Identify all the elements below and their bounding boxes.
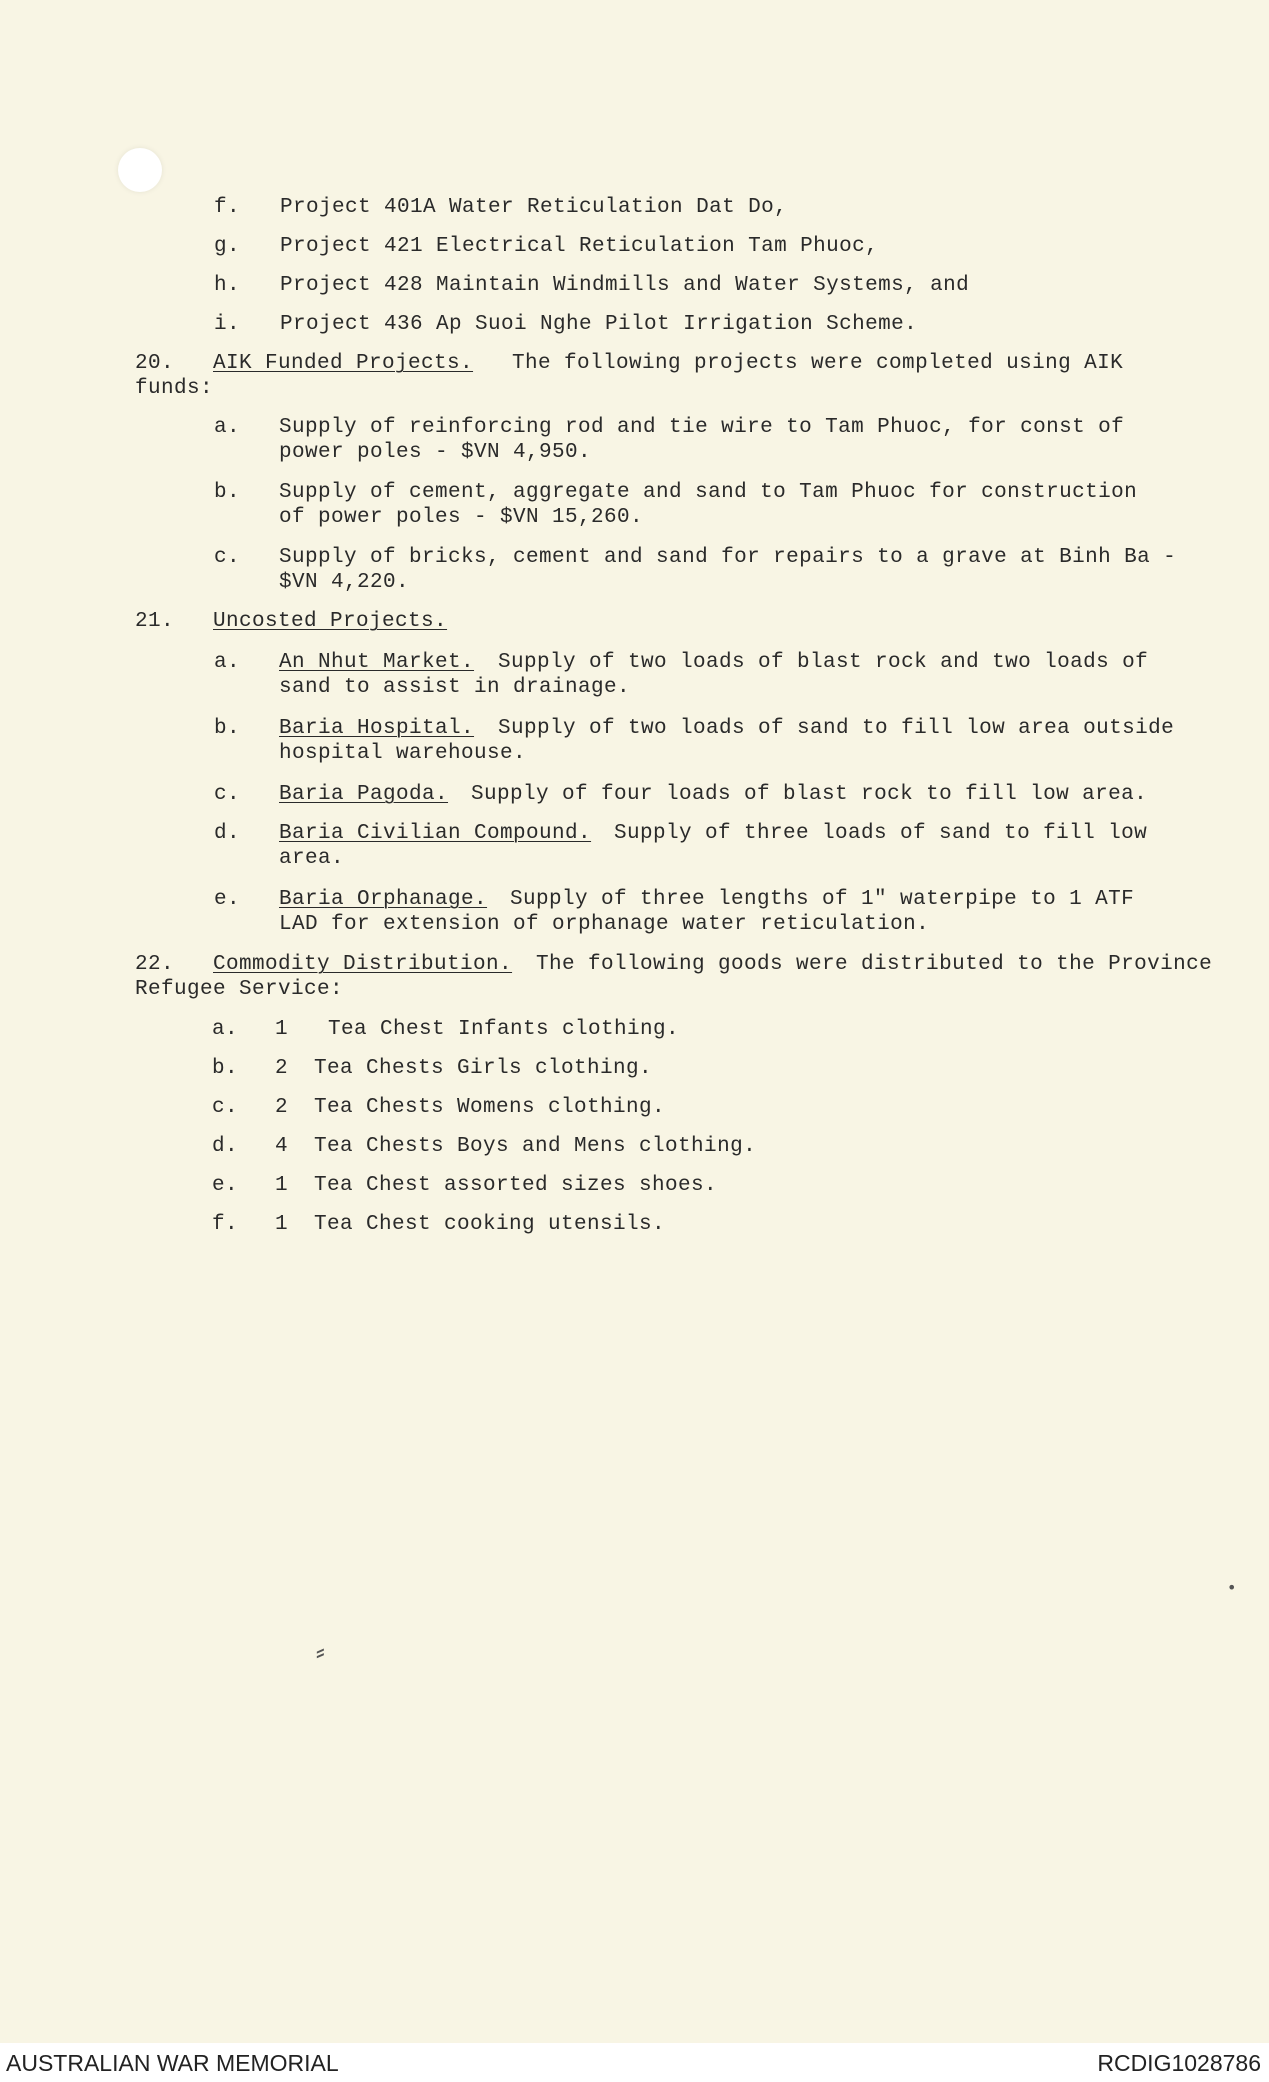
section-heading: Uncosted Projects. (213, 610, 448, 633)
item-qty: 1 (275, 1213, 289, 1236)
item-text: Tea Chest assorted sizes shoes. (314, 1174, 718, 1197)
item-text: Supply of reinforcing rod and tie wire to Tam Phuoc, for const of (279, 416, 1125, 439)
item-letter: c. (214, 783, 241, 806)
item-text-cont: of power poles - $VN 15,260. (279, 506, 644, 529)
item-text: Supply of two loads of blast rock and two loads of (498, 651, 1149, 674)
item-letter: a. (214, 416, 241, 439)
item-letter: h. (214, 274, 241, 297)
item-letter: b. (214, 717, 241, 740)
item-letter: i. (214, 313, 241, 336)
item-text: Project 428 Maintain Windmills and Water Systems, and (280, 274, 970, 297)
punch-hole (118, 148, 162, 192)
item-letter: d. (214, 822, 241, 845)
item-letter: f. (214, 196, 241, 219)
section-intro: The following projects were completed using AIK (512, 352, 1124, 375)
item-qty: 4 (275, 1135, 289, 1158)
item-title: An Nhut Market. (279, 651, 475, 674)
item-text: Tea Chest Infants clothing. (328, 1018, 680, 1041)
item-letter: b. (212, 1057, 239, 1080)
pencil-mark: ⸗ (316, 1637, 325, 1667)
section-number: 21. (135, 610, 175, 633)
item-letter: f. (212, 1213, 239, 1236)
item-text-cont: LAD for extension of orphanage water reticulation. (279, 913, 930, 936)
item-qty: 2 (275, 1057, 289, 1080)
item-letter: a. (214, 651, 241, 674)
footer-institution: AUSTRALIAN WAR MEMORIAL (6, 2050, 339, 2076)
item-text-cont: area. (279, 847, 345, 870)
item-text-cont: $VN 4,220. (279, 571, 410, 594)
item-letter: e. (212, 1174, 239, 1197)
item-text: Supply of bricks, cement and sand for repairs to a grave at Binh Ba - (279, 546, 1177, 569)
item-text: Project 436 Ap Suoi Nghe Pilot Irrigation Scheme. (280, 313, 918, 336)
item-letter: g. (214, 235, 241, 258)
item-text-cont: power poles - $VN 4,950. (279, 441, 592, 464)
item-letter: c. (214, 546, 241, 569)
item-text: Supply of four loads of blast rock to fill low area. (471, 783, 1148, 806)
item-letter: d. (212, 1135, 239, 1158)
item-text: Tea Chests Womens clothing. (314, 1096, 666, 1119)
item-text-cont: sand to assist in drainage. (279, 676, 631, 699)
item-title: Baria Orphanage. (279, 888, 488, 911)
item-text: Supply of cement, aggregate and sand to Tam Phuoc for construction (279, 481, 1138, 504)
item-letter: b. (214, 481, 241, 504)
item-text: Project 421 Electrical Reticulation Tam Phuoc, (280, 235, 879, 258)
section-heading: AIK Funded Projects. (213, 352, 474, 375)
item-title: Baria Pagoda. (279, 783, 449, 806)
item-letter: e. (214, 888, 241, 911)
item-qty: 1 (275, 1018, 289, 1041)
item-letter: c. (212, 1096, 239, 1119)
item-text: Supply of two loads of sand to fill low area outside (498, 717, 1175, 740)
item-text-cont: hospital warehouse. (279, 742, 527, 765)
item-text: Tea Chest cooking utensils. (314, 1213, 666, 1236)
section-intro: The following goods were distributed to the Province (536, 953, 1213, 976)
footer-record-id: RCDIG1028786 (1097, 2050, 1261, 2076)
section-intro-cont: funds: (135, 377, 214, 400)
item-title: Baria Hospital. (279, 717, 475, 740)
item-text: Tea Chests Boys and Mens clothing. (314, 1135, 757, 1158)
item-qty: 2 (275, 1096, 289, 1119)
section-number: 20. (135, 352, 175, 375)
section-intro-cont: Refugee Service: (135, 978, 344, 1001)
item-title: Baria Civilian Compound. (279, 822, 592, 845)
item-letter: a. (212, 1018, 239, 1041)
item-text: Supply of three loads of sand to fill low (614, 822, 1148, 845)
section-heading: Commodity Distribution. (213, 953, 513, 976)
section-number: 22. (135, 953, 175, 976)
ink-speck: • (1227, 1578, 1237, 1597)
item-text: Project 401A Water Reticulation Dat Do, (280, 196, 788, 219)
item-qty: 1 (275, 1174, 289, 1197)
item-text: Supply of three lengths of 1" waterpipe to 1 ATF (510, 888, 1135, 911)
item-text: Tea Chests Girls clothing. (314, 1057, 653, 1080)
